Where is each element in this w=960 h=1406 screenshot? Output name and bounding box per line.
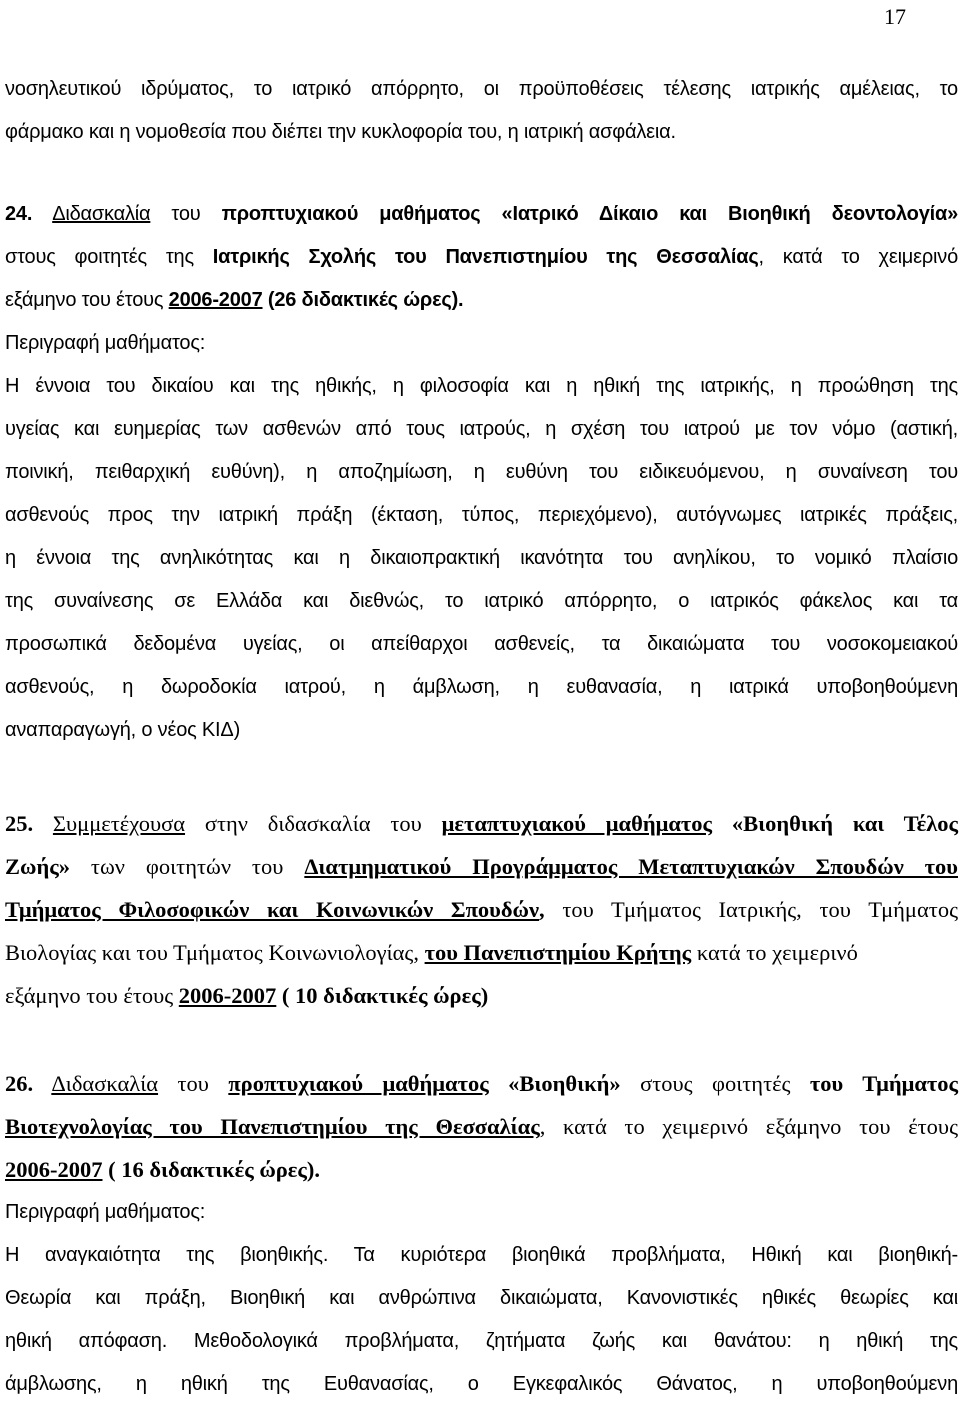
item-26-line-1: 26. Διδασκαλία του προπτυχιακού μαθήματος «Βιοηθική» στους φοιτητές του Τμήματος	[5, 1071, 959, 1096]
item-25-line-4: Βιολογίας και του Τμήματος Κοινωνιολογίας, του Πανεπιστημίου Κρήτης κατά το χειμερινό	[5, 940, 858, 965]
item-26-description	[5, 1191, 958, 1406]
item-24-line-1: 24. Διδασκαλία του προπτυχιακού μαθήματος «Ιατρικό Δίκαιο και Βιοηθική δεοντολογία»	[5, 203, 958, 225]
item-26-desc-line: Η αναγκαιότητα της βιοηθικής. Τα κυριότερα βιοηθικά προβλήματα, Ηθική και βιοηθική-	[5, 1244, 958, 1266]
item-24-desc-label: Περιγραφή μαθήματος:	[5, 332, 206, 354]
item-24-desc-line: ασθενούς προς την ιατρική πράξη (έκταση, τύπος, περιεχόμενο), αυτόγνωμες ιατρικές πράξεις,	[5, 504, 958, 526]
item-24-desc-line: ποινική, πειθαρχική ευθύνη), η αποζημίωση, η ευθύνη του ειδικευόμενου, η συναίνεση του	[5, 461, 958, 483]
item-26-desc-line: Θεωρία και πράξη, Βιοηθική και ανθρώπινα δικαιώματα, Κανονιστικές ηθικές θεωρίες και	[5, 1287, 958, 1309]
item-24-desc-line: η έννοια της ανηλικότητας και η δικαιοπρακτική ικανότητα του ανηλίκου, το νομικό πλαίσιο	[5, 547, 958, 569]
item-25	[5, 802, 958, 1017]
item-25-line-5: εξάμηνο του έτους 2006-2007 ( 10 διδακτικές ώρες)	[5, 983, 489, 1008]
item-24-desc-line: ασθενούς, η δωροδοκία ιατρού, η άμβλωση, η ευθανασία, η ιατρικά υποβοηθούμενη	[5, 676, 958, 698]
item-24-desc-line: Η έννοια του δικαίου και της ηθικής, η φιλοσοφία και η ηθική της ιατρικής, η προώθηση της	[5, 375, 958, 397]
item-26-desc-line: ηθική απόφαση. Μεθοδολογικά προβλήματα, ζητήματα ζωής και θανάτου: η ηθική της	[5, 1330, 958, 1352]
item-26-line-2: Βιοτεχνολογίας του Πανεπιστημίου της Θεσσαλίας, κατά το χειμερινό εξάμηνο του έτους	[5, 1114, 958, 1139]
item-24-line-2: στους φοιτητές της Ιατρικής Σχολής του Πανεπιστημίου της Θεσσαλίας, κατά το χειμερινό	[5, 246, 958, 268]
intro-line: νοσηλευτικού ιδρύματος, το ιατρικό απόρρητο, οι προϋποθέσεις τέλεσης ιατρικής αμέλειας, το	[5, 78, 958, 100]
item-25-line-3: Τμήματος Φιλοσοφικών και Κοινωνικών Σπουδών, του Τμήματος Ιατρικής, του Τμήματος	[5, 897, 958, 922]
item-26-desc-label: Περιγραφή μαθήματος:	[5, 1201, 206, 1223]
item-26-desc-line: άμβλωσης, η ηθική της Ευθανασίας, ο Εγκεφαλικός Θάνατος, η υποβοηθούμενη	[5, 1373, 958, 1395]
item-24-desc-line: υγείας και ευημερίας των ασθενών από τους ιατρούς, η σχέση του ιατρού με τον νόμο (αστική,	[5, 418, 958, 440]
item-24	[5, 193, 958, 752]
item-25-line-1: 25. Συμμετέχουσα στην διδασκαλία του μεταπτυχιακού μαθήματος «Βιοηθική και Τέλος	[5, 811, 959, 836]
item-26	[5, 1062, 958, 1191]
intro-paragraph	[5, 68, 958, 154]
item-24-desc-line: προσωπικά δεδομένα υγείας, οι απείθαρχοι ασθενείς, τα δικαιώματα του νοσοκομειακού	[5, 633, 958, 655]
item-25-line-2: Ζωής» των φοιτητών του Διατμηματικού Προγράμματος Μεταπτυχιακών Σπουδών του	[5, 854, 958, 879]
intro-line: φάρμακο και η νομοθεσία που διέπει την κυκλοφορία του, η ιατρική ασφάλεια.	[5, 121, 676, 143]
item-24-line-3: εξάμηνο του έτους 2006-2007 (26 διδακτικές ώρες).	[5, 289, 464, 311]
item-24-desc-line: της συναίνεσης σε Ελλάδα και διεθνώς, το ιατρικό απόρρητο, ο ιατρικός φάκελος και τα	[5, 590, 958, 612]
item-24-desc-line: αναπαραγωγή, ο νέος ΚΙΔ)	[5, 719, 241, 741]
page-number: 17	[884, 4, 906, 29]
item-26-line-3: 2006-2007 ( 16 διδακτικές ώρες).	[5, 1157, 321, 1182]
